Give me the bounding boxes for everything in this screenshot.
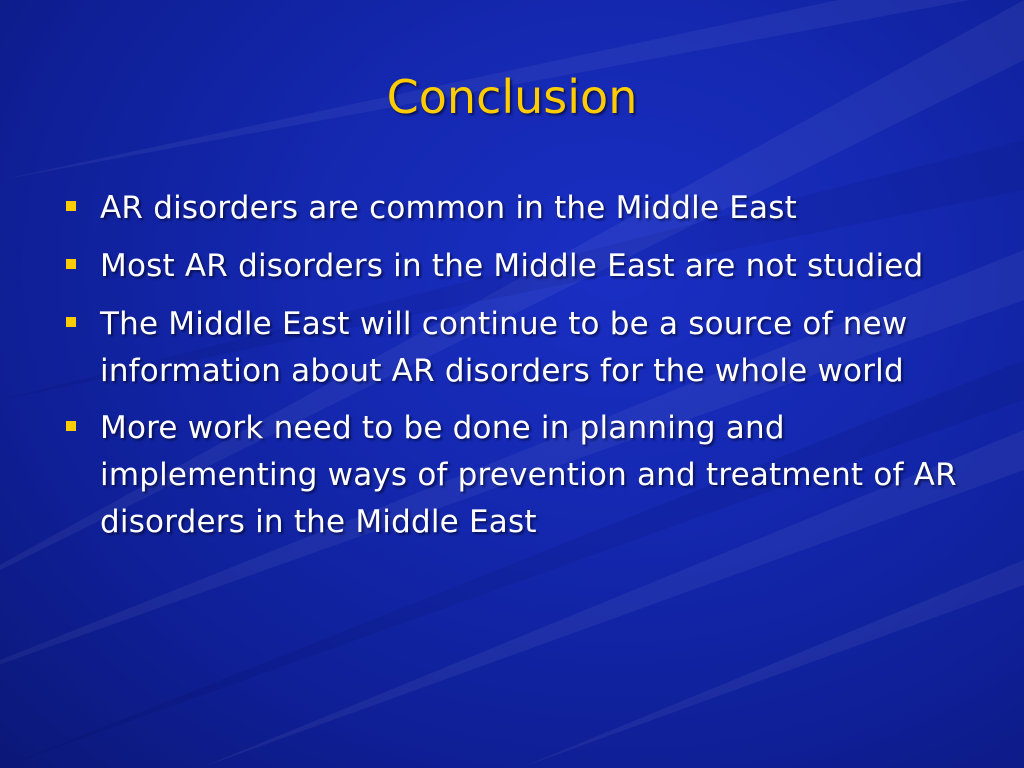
slide-title: Conclusion: [386, 70, 638, 124]
square-bullet-icon: [62, 301, 100, 349]
bullet-text: AR disorders are common in the Middle East: [100, 190, 797, 226]
bullet-text: Most AR disorders in the Middle East are not studied: [100, 248, 924, 284]
bullet-list: [62, 185, 982, 556]
bullet-text: The Middle East will continue to be a source of new information about AR disorders for the whole world: [100, 306, 908, 389]
square-bullet-icon: [62, 243, 100, 291]
bullet-item: [62, 185, 982, 233]
bullet-text: More work need to be done in planning and implementing ways of prevention and treatment of AR disorders in the Middle East: [100, 410, 957, 540]
bullet-item: [62, 243, 982, 291]
square-bullet-icon: [62, 185, 100, 233]
bullet-item: [62, 405, 982, 546]
bullet-item: [62, 301, 982, 395]
square-bullet-icon: [62, 405, 100, 453]
